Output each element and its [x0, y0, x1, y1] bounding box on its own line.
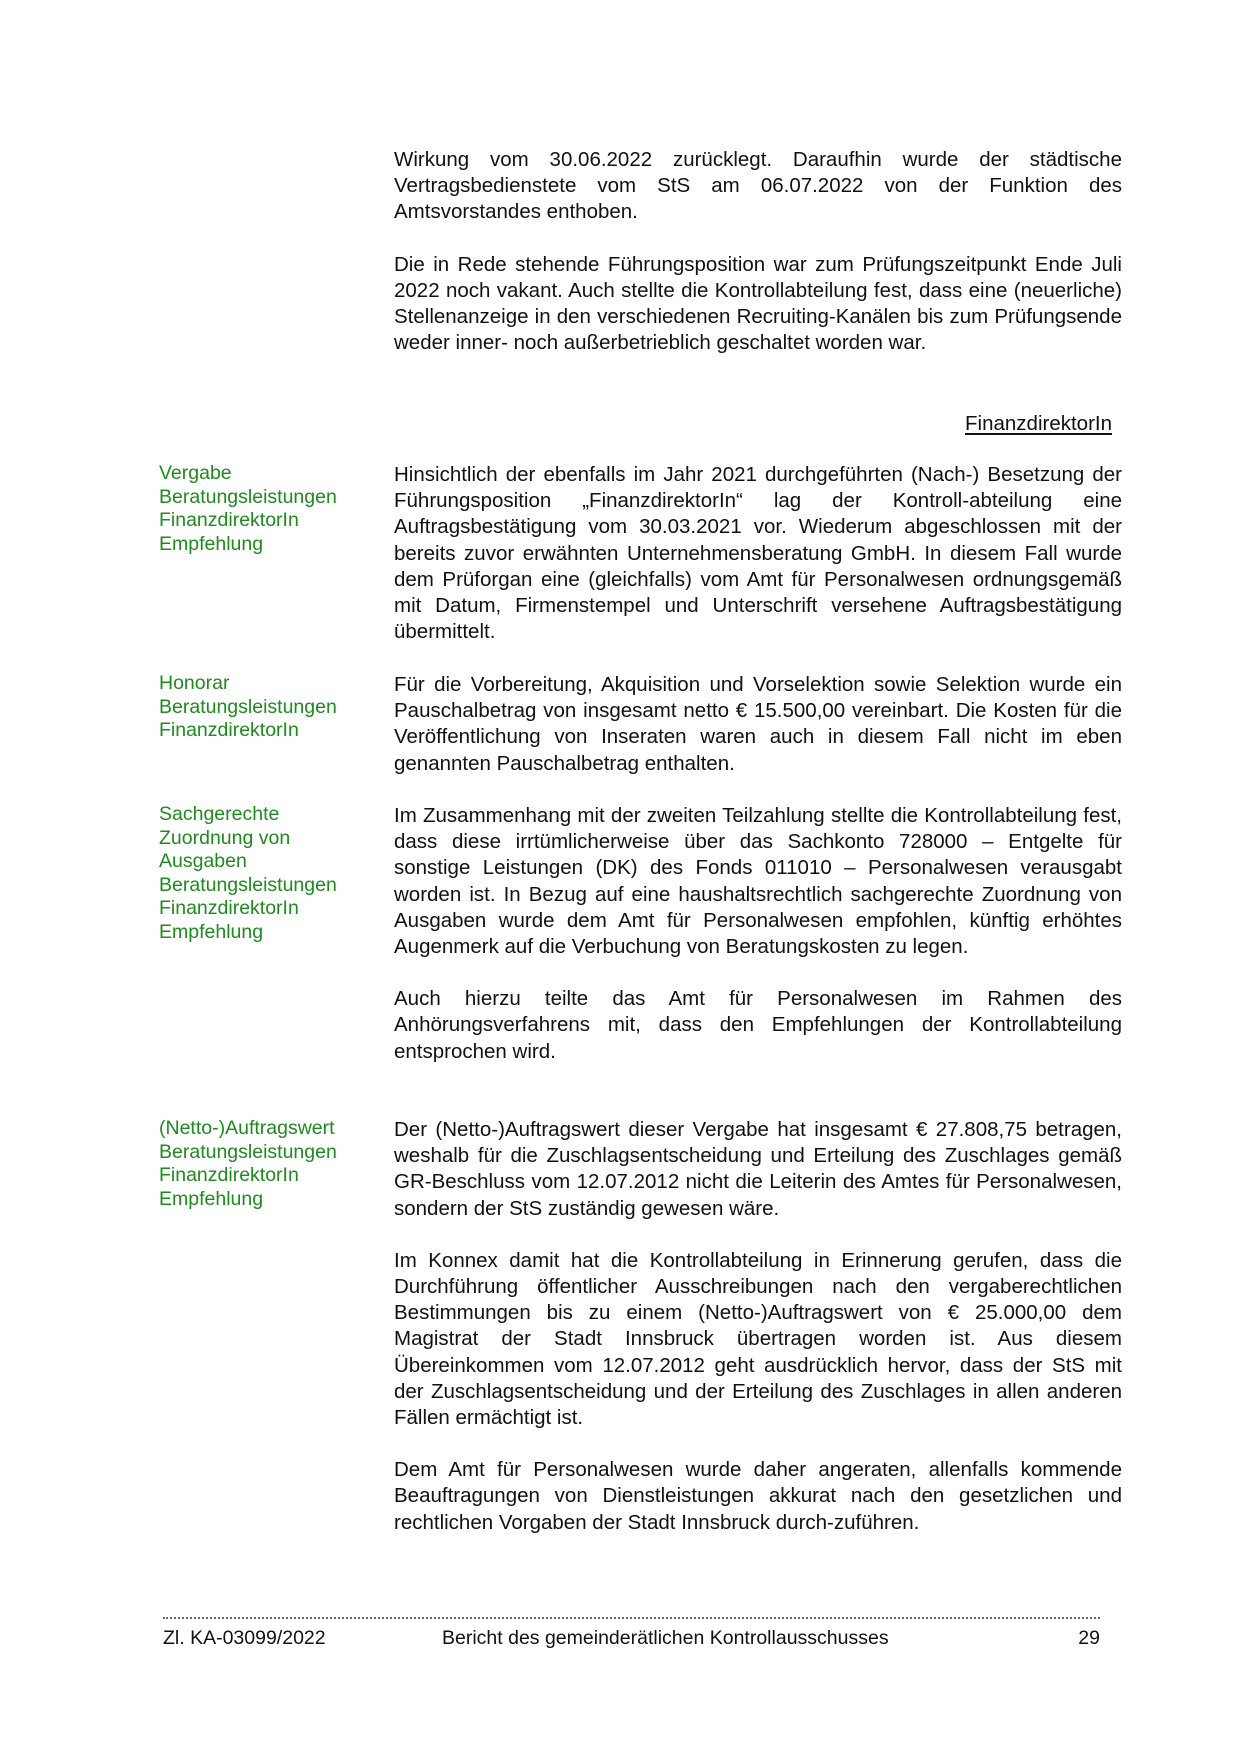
margin-note-vergabe [159, 462, 369, 556]
subheading-text: FinanzdirektorIn [965, 412, 1112, 435]
margin-note-line: FinanzdirektorIn [159, 509, 299, 531]
paragraph: Im Zusammenhang mit der zweiten Teilzahlung stellte die Kontrollabteilung fest, dass diese irrtümlicherweise über das Sachkonto 728000 – Entgelte für sonstige Leistungen (DK) des Fonds 011010 – Personalwesen verausgabt worden ist. In Bezug auf eine haushaltsrechtlich sachgerechte Zuordnung von Ausgaben wurde dem Amt für Personalwesen empfohlen, künftig erhöhtes Augenmerk auf die Verbuchung von Beratungskosten zu legen. [394, 804, 1122, 959]
margin-note-line: Ausgaben [159, 850, 247, 872]
margin-note-auftragswert [159, 1117, 369, 1211]
paragraph: Dem Amt für Personalwesen wurde daher angeraten, allenfalls kommende Beauftragungen von Dienstleistungen akkurat nach den gesetzlichen und rechtlichen Vorgaben der Stadt Innsbruck durch-zuführen. [394, 1458, 1122, 1534]
margin-note-line: Beratungsleistungen [159, 873, 337, 896]
margin-note-line: FinanzdirektorIn [159, 897, 299, 919]
page-footer [163, 1625, 1100, 1651]
margin-note-line: Zuordnung von [159, 826, 291, 849]
paragraph: Für die Vorbereitung, Akquisition und Vorselektion sowie Selektion wurde ein Pauschalbetrag von insgesamt netto € 15.500,00 vereinbart. Die Kosten für die Veröffentlichung von Inseraten waren auch in diesem Fall nicht im eben genannten Pauschalbetrag enthalten. [394, 673, 1122, 775]
margin-note-line: FinanzdirektorIn [159, 719, 299, 741]
block-vergabe-text [394, 462, 1122, 645]
block-honorar-text [394, 672, 1122, 777]
paragraph: Hinsichtlich der ebenfalls im Jahr 2021 durchgeführten (Nach-) Besetzung der Führungsposition „FinanzdirektorIn“ lag der Kontroll-abteilung eine Auftragsbestätigung vom 30.03.2021 vor. Wiederum abgeschlossen mit der bereits zuvor erwähnten Unternehmensberatung GmbH. In diesem Fall wurde dem Prüforgan eine (gleichfalls) vom Amt für Personalwesen ordnungsgemäß mit Datum, Firmenstempel und Unterschrift versehene Auftragsbestätigung übermittelt. [394, 463, 1122, 644]
margin-note-line: Sachgerechte [159, 803, 280, 825]
margin-note-line: Empfehlung [159, 920, 264, 943]
margin-note-line: (Netto-)Auftragswert [159, 1117, 335, 1139]
paragraph: Auch hierzu teilte das Amt für Personalwesen im Rahmen des Anhörungsverfahrens mit, dass den Empfehlungen der Kontrollabteilung entsprochen wird. [394, 987, 1122, 1063]
margin-note-line: FinanzdirektorIn [159, 1164, 299, 1186]
margin-note-line: Empfehlung [159, 532, 264, 555]
paragraph: Wirkung vom 30.06.2022 zurücklegt. Daraufhin wurde der städtische Vertragsbedienstete vom StS am 06.07.2022 von der Funktion des Amtsvorstandes enthoben. [394, 148, 1122, 224]
margin-note-line: Empfehlung [159, 1187, 264, 1210]
margin-note-line: Beratungsleistungen [159, 1140, 337, 1163]
paragraph: Die in Rede stehende Führungsposition war zum Prüfungszeitpunkt Ende Juli 2022 noch vakant. Auch stellte die Kontrollabteilung fest, dass eine (neuerliche) Stellenanzeige in den verschiedenen Recruiting-Kanälen bis zum Prüfungsende weder inner- noch außerbetrieblich geschaltet worden war. [394, 252, 1122, 355]
margin-note-line: Beratungsleistungen [159, 485, 337, 508]
margin-note-sachgerechte-zuordnung [159, 803, 369, 944]
block-auftragswert-text [394, 1117, 1122, 1536]
intro-text [394, 147, 1122, 356]
margin-note-line: Beratungsleistungen [159, 695, 337, 718]
margin-note-line: Honorar [159, 672, 230, 694]
footer-reference: Zl. KA-03099/2022 [163, 1627, 326, 1649]
footer-title: Bericht des gemeinderätlichen Kontrollausschusses [442, 1627, 889, 1649]
paragraph: Der (Netto-)Auftragswert dieser Vergabe hat insgesamt € 27.808,75 betragen, weshalb für die Zuschlagsentscheidung und Erteilung des Zuschlages gemäß GR-Beschluss vom 12.07.2012 nicht die Leiterin des Amtes für Personalwesen, sondern der StS zuständig gewesen wäre. [394, 1118, 1122, 1220]
margin-note-line: Vergabe [159, 462, 232, 484]
paragraph: Im Konnex damit hat die Kontrollabteilung in Erinnerung gerufen, dass die Durchführung öffentlicher Ausschreibungen nach den vergaberechtlichen Bestimmungen bis zu einem (Netto-)Auftragswert von € 25.000,00 dem Magistrat der Stadt Innsbruck übertragen worden ist. Aus diesem Übereinkommen vom 12.07.2012 geht ausdrücklich hervor, dass der StS mit der Zuschlagsentscheidung und der Erteilung des Zuschlages in allen anderen Fällen ermächtigt ist. [394, 1248, 1122, 1430]
section-subheading [394, 411, 1112, 437]
page-number: 29 [1078, 1627, 1100, 1649]
footer-divider [163, 1617, 1100, 1619]
block-sachgerechte-zuordnung-text [394, 803, 1122, 1065]
margin-note-honorar [159, 672, 369, 743]
